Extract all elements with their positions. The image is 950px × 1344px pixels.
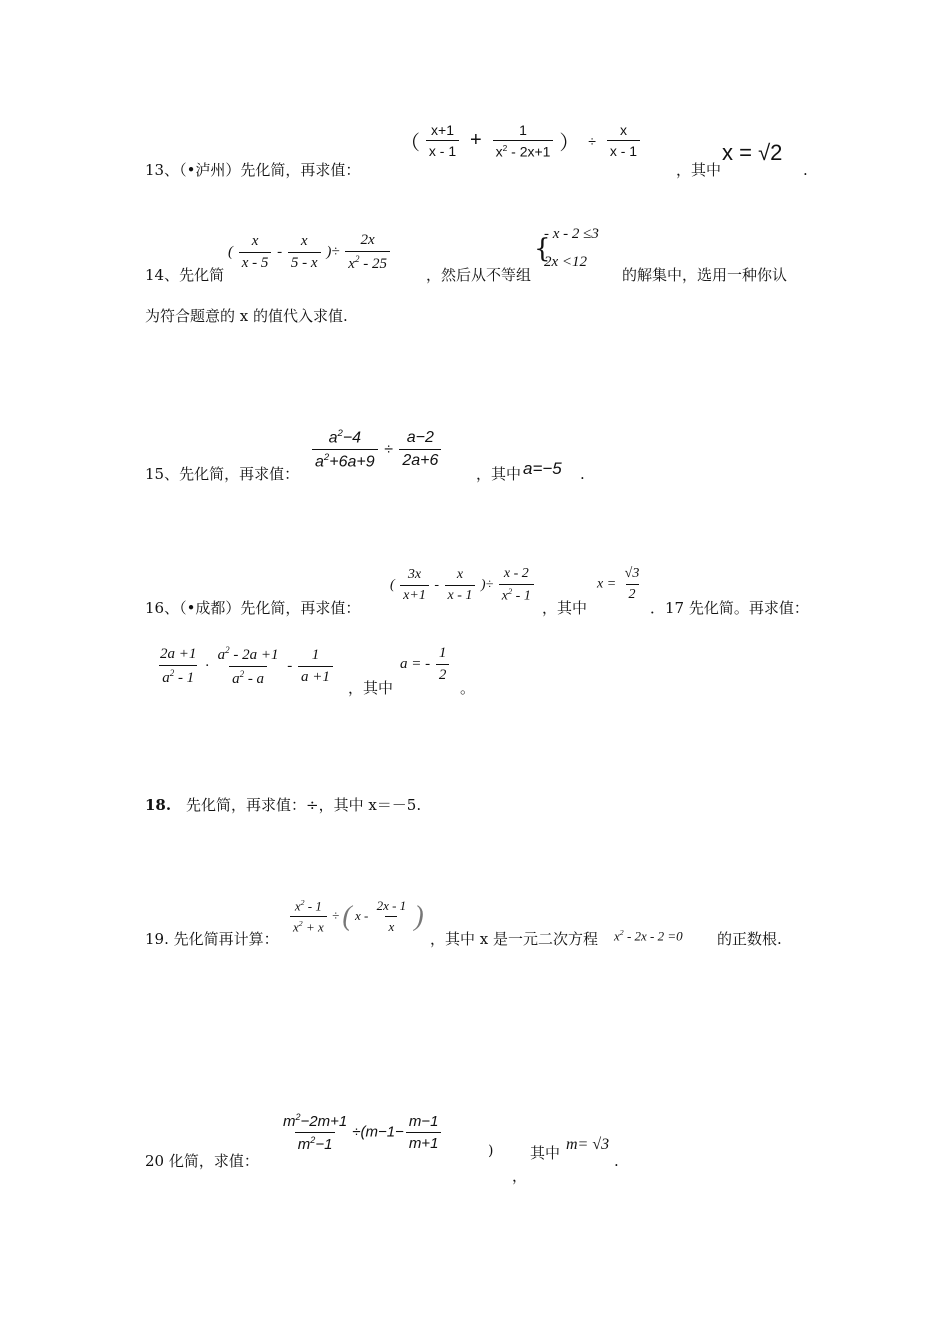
problem-20-expression: $\frac{m^2-2m+1}{m^2-1}$ ÷(m−1− $\frac{m-1}{m+1}$ <box>278 1112 443 1153</box>
problem-20-condition: m= √3 <box>566 1136 610 1153</box>
problem-13-label: 13、（•泸州）先化简，再求值： <box>145 161 361 179</box>
problem-15-where: ，其中 <box>476 465 522 483</box>
problem-14-label: 14、先化简 <box>145 266 225 284</box>
problem-14-line-2: 为符合题意的 x 的值代入求值. <box>145 307 348 325</box>
problem-16-label: 16、（•成都）先化简，再求值： <box>145 599 361 617</box>
problem-16-where: ，其中 <box>542 599 588 617</box>
problem-18-text: 先化简，再求值：÷，其中 x＝－5. <box>186 796 422 814</box>
problem-19-equation: $x^2 - 2x - 2 =0$ <box>614 928 683 944</box>
problem-15-expression: $\frac{a^2-4}{a^2+6a+9}$ ÷ $\frac{a-2}{2a+6}$ <box>310 428 443 472</box>
problem-13-where: ，其中 <box>676 161 722 179</box>
problem-20-end: . <box>614 1152 619 1170</box>
problem-16-condition: x = $\frac{√3}{2}$ <box>597 566 640 602</box>
problem-17-condition: a = - $\frac{1}{2}$ <box>400 645 451 684</box>
problem-14-expression: ( $\frac{x}{x - 5}$ - $\frac{x}{5 - x}$ )÷ $\frac{2x}{x^2 - 25}$ <box>228 232 392 273</box>
system-brace: { <box>534 234 551 264</box>
problem-17-heading: ．17 先化简。再求值： <box>650 599 809 617</box>
problem-20-comma: ， <box>512 1167 528 1185</box>
problem-19-tail: 的正数根. <box>717 930 782 948</box>
problem-18-number: 18. <box>145 796 172 814</box>
problem-15-end: . <box>580 465 585 483</box>
problem-20-label: 20 化简，求值： <box>145 1152 259 1170</box>
problem-20-close-paren: ) <box>488 1143 494 1159</box>
problem-14-tail: 的解集中，选用一种你认 <box>622 266 788 284</box>
problem-13-condition: x = √2 <box>722 140 783 165</box>
problem-20-where: 其中 <box>530 1144 561 1162</box>
problem-13-end: . <box>803 161 808 179</box>
problem-19-where: ，其中 x 是一元二次方程 <box>430 930 598 948</box>
problem-17-where: ，其中 <box>348 679 394 697</box>
problem-14-inequality-1: - x - 2 ≤3 <box>544 226 599 242</box>
problem-15-condition: a=−5 <box>523 459 562 478</box>
problem-14-inequality-2: 2x <12 <box>544 254 588 270</box>
problem-17-expression: $\frac{2a +1}{a^2 - 1}$ · $\frac{a^2 - 2a +1}{a^2 - a}$ - $\frac{1}{a +1}$ <box>155 645 335 688</box>
problem-17-end: 。 <box>460 679 476 697</box>
problem-19-label: 19. 先化简再计算： <box>145 930 279 948</box>
problem-15-label: 15、先化简，再求值： <box>145 465 300 483</box>
problem-16-expression: ( $\frac{3x}{x+1}$ - $\frac{x}{x - 1}$ )÷ $\frac{x - 2}{x^2 - 1}$ <box>390 566 536 605</box>
problem-13-expression: （ $\frac{x+1}{x - 1}$ + $\frac{1}{x^2 - 2x+1}$ ） ÷ $\frac{x}{x - 1}$ <box>400 122 642 160</box>
problem-14-after: ，然后从不等组 <box>426 266 532 284</box>
problem-19-expression: $\frac{x^2 - 1}{x^2 + x}$ ÷ ( x - $\frac{2x - 1}{x}$ ) <box>288 898 424 936</box>
